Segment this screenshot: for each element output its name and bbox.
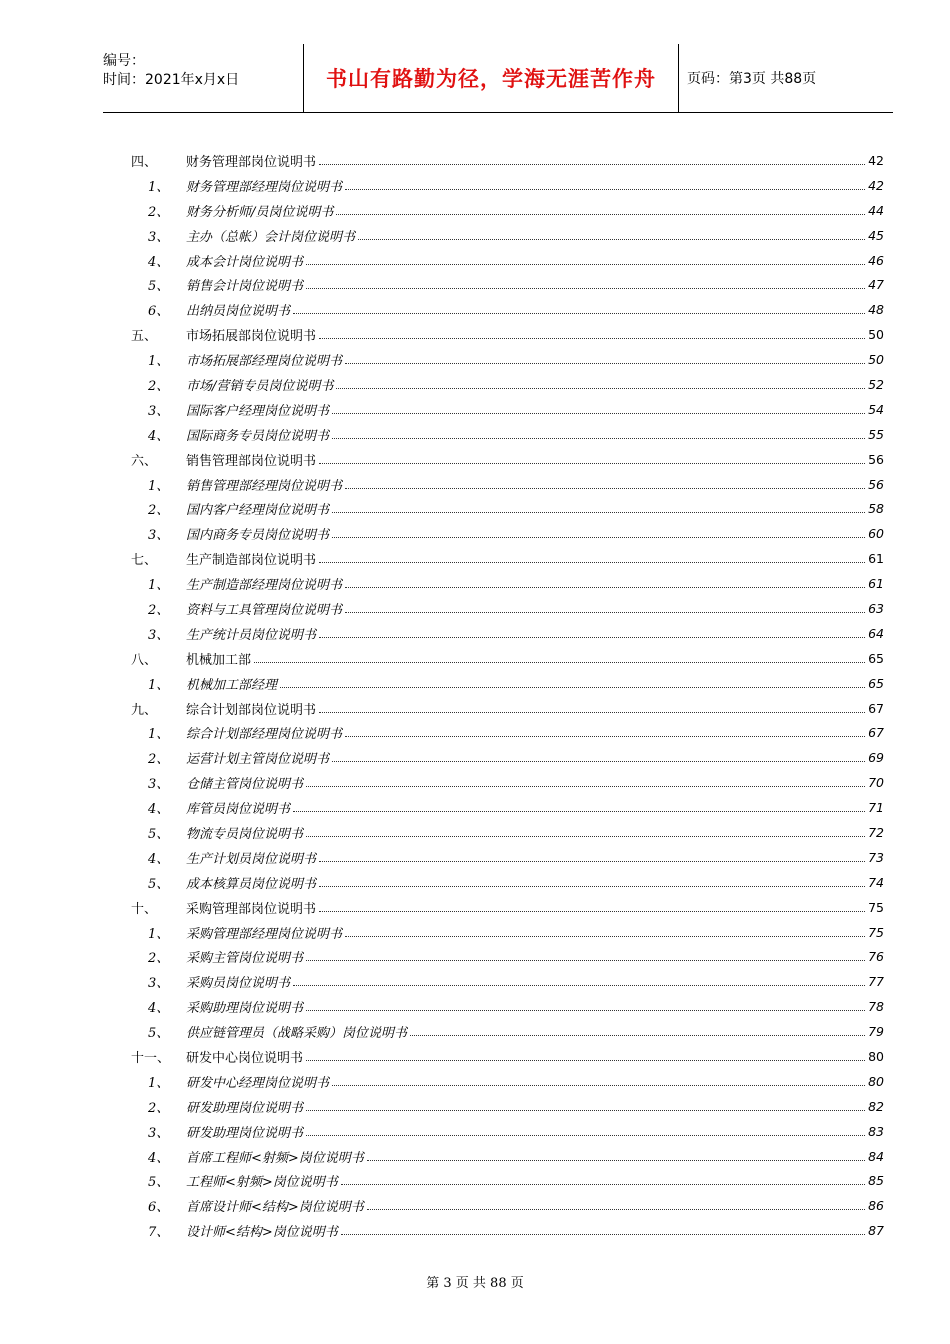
toc-leader-dots xyxy=(306,828,865,837)
toc-leader-dots xyxy=(280,679,865,688)
toc-entry-body xyxy=(186,947,884,966)
toc-entry-body xyxy=(186,151,884,170)
toc-leader-dots xyxy=(332,529,865,538)
toc-entry-number: 4、 xyxy=(148,254,170,270)
toc-entry[interactable] xyxy=(131,297,884,322)
toc-entry[interactable] xyxy=(131,447,884,472)
toc-entry-number: 3、 xyxy=(148,976,170,992)
toc-entry[interactable] xyxy=(131,870,884,895)
toc-leader-dots xyxy=(306,280,865,289)
number-label: 编号： xyxy=(103,53,145,69)
toc-entry-title: 市场/营销专员岗位说明书 xyxy=(186,378,334,394)
toc-entry[interactable] xyxy=(131,720,884,745)
toc-leader-dots xyxy=(345,480,865,489)
toc-entry-page: 61 xyxy=(868,551,884,567)
toc-entry[interactable] xyxy=(131,745,884,770)
toc-leader-dots xyxy=(319,878,865,887)
toc-entry-title: 财务分析师/员岗位说明书 xyxy=(186,204,334,220)
toc-entry-page: 79 xyxy=(868,1024,884,1040)
toc-entry-number: 2、 xyxy=(148,204,170,220)
toc-entry-number: 3、 xyxy=(148,528,170,544)
toc-leader-dots xyxy=(332,504,865,513)
toc-leader-dots xyxy=(306,778,865,787)
time-line: 时间：2021年x月x日 xyxy=(103,72,240,88)
header-motto: 书山有路勤为径，学海无涯苦作舟 xyxy=(303,44,679,112)
toc-entry-title: 供应链管理员（战略采购）岗位说明书 xyxy=(186,1026,408,1042)
toc-entry-body xyxy=(186,350,884,369)
toc-entry[interactable] xyxy=(131,621,884,646)
toc-entry-page: 56 xyxy=(868,451,884,467)
toc-leader-dots xyxy=(358,231,865,240)
toc-entry-body xyxy=(186,649,884,668)
toc-entry-page: 56 xyxy=(868,476,884,492)
toc-entry-body xyxy=(186,723,884,742)
toc-entry[interactable] xyxy=(131,1144,884,1169)
toc-entry[interactable] xyxy=(131,372,884,397)
toc-entry-number: 2、 xyxy=(148,503,170,519)
toc-entry-page: 80 xyxy=(868,1073,884,1089)
toc-entry-body xyxy=(186,748,884,767)
toc-leader-dots xyxy=(319,455,865,464)
toc-leader-dots xyxy=(293,803,865,812)
toc-entry-page: 82 xyxy=(868,1098,884,1114)
toc-entry-number: 6、 xyxy=(148,1200,170,1216)
toc-entry-title: 库管员岗位说明书 xyxy=(186,802,291,818)
toc-entry-number: 4、 xyxy=(148,851,170,867)
toc-entry-page: 80 xyxy=(868,1049,884,1064)
toc-entry-title: 物流专员岗位说明书 xyxy=(186,826,304,842)
toc-entry-body xyxy=(186,226,884,245)
toc-entry-page: 69 xyxy=(868,750,884,766)
toc-entry-page: 77 xyxy=(868,974,884,990)
toc-entry[interactable] xyxy=(131,496,884,521)
toc-entry-page: 58 xyxy=(868,501,884,517)
toc-entry-page: 42 xyxy=(868,152,884,168)
toc-entry-body xyxy=(186,898,884,917)
toc-leader-dots xyxy=(345,579,865,588)
header-page-info: 页码：第3页 共88页 xyxy=(687,71,817,87)
toc-leader-dots xyxy=(319,903,865,912)
toc-entry-page: 75 xyxy=(868,899,884,915)
toc-entry-body xyxy=(186,848,884,867)
toc-entry-number: 5、 xyxy=(148,876,170,892)
toc-entry-body xyxy=(186,275,884,294)
toc-entry-body xyxy=(186,1171,884,1190)
toc-entry-body xyxy=(186,699,884,718)
toc-entry-body xyxy=(186,176,884,195)
toc-entry-number: 1、 xyxy=(148,677,170,693)
toc-entry[interactable] xyxy=(131,1193,884,1218)
toc-entry[interactable] xyxy=(131,1019,884,1044)
toc-entry-number: 2、 xyxy=(148,752,170,768)
toc-entry-page: 54 xyxy=(868,401,884,417)
toc-entry-body xyxy=(186,674,884,693)
toc-leader-dots xyxy=(332,405,865,414)
toc-entry-page: 45 xyxy=(868,227,884,243)
toc-entry-title: 仓储主管岗位说明书 xyxy=(186,777,304,793)
toc-entry-title: 综合计划部岗位说明书 xyxy=(186,702,317,718)
toc-entry-number: 1、 xyxy=(148,727,170,743)
toc-entry-title: 资料与工具管理岗位说明书 xyxy=(186,602,343,618)
toc-leader-dots xyxy=(319,330,865,339)
toc-entry-page: 67 xyxy=(868,700,884,716)
toc-entry-number: 八、 xyxy=(131,652,158,668)
toc-leader-dots xyxy=(345,604,865,613)
toc-entry-body xyxy=(186,524,884,543)
toc-entry-title: 采购员岗位说明书 xyxy=(186,976,291,992)
toc-entry-title: 成本会计岗位说明书 xyxy=(186,254,304,270)
toc-entry[interactable] xyxy=(131,223,884,248)
page-header xyxy=(103,44,893,113)
toc-entry[interactable] xyxy=(131,596,884,621)
toc-entry-number: 六、 xyxy=(131,453,158,469)
toc-entry-body xyxy=(186,475,884,494)
toc-leader-dots xyxy=(410,1027,865,1036)
toc-leader-dots xyxy=(345,355,865,364)
toc-entry-number: 2、 xyxy=(148,951,170,967)
toc-entry[interactable] xyxy=(131,173,884,198)
toc-entry-title: 机械加工部 xyxy=(186,652,252,668)
toc-entry[interactable] xyxy=(131,1169,884,1194)
toc-leader-dots xyxy=(332,430,865,439)
toc-entry-number: 2、 xyxy=(148,378,170,394)
table-of-contents xyxy=(131,148,884,1243)
toc-entry[interactable] xyxy=(131,1119,884,1144)
toc-entry-page: 75 xyxy=(868,924,884,940)
toc-leader-dots xyxy=(319,554,865,563)
toc-entry-title: 设计师<结构>岗位说明书 xyxy=(186,1225,338,1241)
toc-entry-body xyxy=(186,300,884,319)
toc-entry-title: 综合计划部经理岗位说明书 xyxy=(186,727,343,743)
toc-entry-page: 48 xyxy=(868,302,884,318)
toc-entry-title: 采购管理部岗位说明书 xyxy=(186,901,317,917)
toc-entry[interactable] xyxy=(131,1218,884,1243)
toc-entry-page: 46 xyxy=(868,252,884,268)
toc-entry[interactable] xyxy=(131,521,884,546)
toc-entry-number: 3、 xyxy=(148,1125,170,1141)
toc-entry[interactable] xyxy=(131,347,884,372)
toc-entry-page: 64 xyxy=(868,625,884,641)
toc-leader-dots xyxy=(367,1152,865,1161)
toc-entry-body xyxy=(186,624,884,643)
toc-entry-body xyxy=(186,201,884,220)
toc-entry-title: 市场拓展部经理岗位说明书 xyxy=(186,354,343,370)
toc-entry-title: 研发中心岗位说明书 xyxy=(186,1051,304,1066)
toc-entry-number: 3、 xyxy=(148,627,170,643)
toc-entry-number: 1、 xyxy=(148,478,170,494)
toc-entry-number: 七、 xyxy=(131,553,158,569)
toc-entry[interactable] xyxy=(131,945,884,970)
toc-entry-page: 83 xyxy=(868,1123,884,1139)
toc-entry-number: 五、 xyxy=(131,329,158,345)
toc-entry[interactable] xyxy=(131,969,884,994)
toc-entry-body xyxy=(186,923,884,942)
toc-entry[interactable] xyxy=(131,671,884,696)
toc-leader-dots xyxy=(306,1102,865,1111)
toc-entry[interactable] xyxy=(131,198,884,223)
toc-entry-title: 销售管理部岗位说明书 xyxy=(186,453,317,469)
toc-entry[interactable] xyxy=(131,322,884,347)
toc-entry-page: 44 xyxy=(868,202,884,218)
toc-entry-number: 四、 xyxy=(131,154,158,170)
toc-entry[interactable] xyxy=(131,1044,884,1069)
toc-leader-dots xyxy=(254,654,865,663)
toc-entry-number: 3、 xyxy=(148,777,170,793)
toc-entry-title: 财务管理部经理岗位说明书 xyxy=(186,179,343,195)
toc-entry-title: 首席工程师<射频>岗位说明书 xyxy=(186,1150,364,1166)
toc-entry-title: 工程师<射频>岗位说明书 xyxy=(186,1175,338,1191)
toc-entry-page: 71 xyxy=(868,800,884,816)
toc-entry-title: 研发助理岗位说明书 xyxy=(186,1100,304,1116)
toc-entry-body xyxy=(186,599,884,618)
toc-entry-page: 65 xyxy=(868,650,884,666)
toc-entry-body xyxy=(186,798,884,817)
toc-entry-page: 85 xyxy=(868,1173,884,1189)
toc-entry[interactable] xyxy=(131,148,884,173)
toc-entry[interactable] xyxy=(131,646,884,671)
toc-entry-page: 74 xyxy=(868,874,884,890)
toc-entry-page: 50 xyxy=(868,327,884,343)
toc-entry-body xyxy=(186,873,884,892)
toc-leader-dots xyxy=(306,1127,865,1136)
toc-entry-body xyxy=(186,1097,884,1116)
toc-entry-title: 机械加工部经理 xyxy=(186,677,278,693)
toc-entry-title: 国内商务专员岗位说明书 xyxy=(186,528,330,544)
toc-entry-title: 首席设计师<结构>岗位说明书 xyxy=(186,1200,364,1216)
toc-entry-title: 生产制造部岗位说明书 xyxy=(186,553,317,569)
toc-entry-title: 采购主管岗位说明书 xyxy=(186,951,304,967)
toc-entry-number: 4、 xyxy=(148,1001,170,1017)
toc-entry[interactable] xyxy=(131,845,884,870)
toc-entry-page: 72 xyxy=(868,824,884,840)
toc-entry[interactable] xyxy=(131,920,884,945)
header-left xyxy=(103,44,303,120)
toc-entry-page: 86 xyxy=(868,1198,884,1214)
toc-leader-dots xyxy=(306,256,865,265)
toc-entry-title: 出纳员岗位说明书 xyxy=(186,304,291,320)
toc-entry-page: 84 xyxy=(868,1148,884,1164)
toc-entry-body xyxy=(186,251,884,270)
toc-entry[interactable] xyxy=(131,770,884,795)
toc-entry[interactable] xyxy=(131,820,884,845)
toc-entry-body xyxy=(186,773,884,792)
toc-entry-page: 55 xyxy=(868,426,884,442)
toc-leader-dots xyxy=(293,977,865,986)
toc-entry-page: 61 xyxy=(868,576,884,592)
toc-entry-body xyxy=(186,375,884,394)
toc-entry-title: 财务管理部岗位说明书 xyxy=(186,154,317,170)
toc-entry-number: 1、 xyxy=(148,179,170,195)
toc-leader-dots xyxy=(306,1052,865,1061)
toc-leader-dots xyxy=(319,704,865,713)
toc-entry-body xyxy=(186,549,884,568)
toc-entry-number: 1、 xyxy=(148,1075,170,1091)
toc-entry[interactable] xyxy=(131,994,884,1019)
toc-entry-number: 九、 xyxy=(131,702,158,718)
toc-entry-number: 2、 xyxy=(148,1100,170,1116)
toc-entry-title: 研发中心经理岗位说明书 xyxy=(186,1075,330,1091)
toc-entry-title: 销售会计岗位说明书 xyxy=(186,279,304,295)
toc-leader-dots xyxy=(306,1002,865,1011)
toc-entry-body xyxy=(186,499,884,518)
toc-leader-dots xyxy=(336,206,865,215)
toc-entry-body xyxy=(186,1122,884,1141)
toc-entry[interactable] xyxy=(131,1094,884,1119)
toc-entry-number: 5、 xyxy=(148,1175,170,1191)
toc-entry-page: 52 xyxy=(868,376,884,392)
toc-entry-title: 研发助理岗位说明书 xyxy=(186,1125,304,1141)
toc-leader-dots xyxy=(345,928,865,937)
toc-entry-number: 5、 xyxy=(148,1026,170,1042)
toc-entry-title: 生产统计员岗位说明书 xyxy=(186,627,317,643)
toc-entry-title: 生产计划员岗位说明书 xyxy=(186,851,317,867)
toc-leader-dots xyxy=(332,1077,865,1086)
toc-entry-body xyxy=(186,1196,884,1215)
toc-entry-title: 主办（总帐）会计岗位说明书 xyxy=(186,229,356,245)
toc-entry[interactable] xyxy=(131,272,884,297)
toc-leader-dots xyxy=(332,753,865,762)
toc-entry-body xyxy=(186,574,884,593)
toc-entry[interactable] xyxy=(131,397,884,422)
toc-leader-dots xyxy=(293,305,865,314)
toc-entry-body xyxy=(186,1022,884,1041)
toc-entry[interactable] xyxy=(131,571,884,596)
toc-entry-body xyxy=(186,1072,884,1091)
toc-entry-page: 78 xyxy=(868,999,884,1015)
toc-entry-number: 7、 xyxy=(148,1225,170,1241)
toc-entry-page: 47 xyxy=(868,277,884,293)
toc-leader-dots xyxy=(341,1226,865,1235)
toc-entry-page: 63 xyxy=(868,600,884,616)
toc-entry-number: 十、 xyxy=(131,901,158,917)
toc-leader-dots xyxy=(319,629,865,638)
toc-entry-title: 生产制造部经理岗位说明书 xyxy=(186,578,343,594)
toc-entry-title: 运营计划主管岗位说明书 xyxy=(186,752,330,768)
toc-entry[interactable] xyxy=(131,422,884,447)
toc-entry-page: 70 xyxy=(868,775,884,791)
toc-entry-number: 6、 xyxy=(148,304,170,320)
toc-entry-body xyxy=(186,400,884,419)
toc-entry-page: 73 xyxy=(868,849,884,865)
toc-entry[interactable] xyxy=(131,895,884,920)
toc-entry-body xyxy=(186,972,884,991)
toc-entry-body xyxy=(186,823,884,842)
toc-entry-number: 5、 xyxy=(148,279,170,295)
toc-leader-dots xyxy=(345,181,865,190)
toc-entry-title: 国际客户经理岗位说明书 xyxy=(186,403,330,419)
toc-entry-number: 5、 xyxy=(148,826,170,842)
toc-leader-dots xyxy=(341,1176,865,1185)
toc-entry-number: 1、 xyxy=(148,578,170,594)
toc-entry-body xyxy=(186,1147,884,1166)
toc-leader-dots xyxy=(345,728,865,737)
toc-entry-number: 3、 xyxy=(148,403,170,419)
toc-entry-number: 4、 xyxy=(148,1150,170,1166)
toc-entry-body xyxy=(186,325,884,344)
toc-entry-page: 65 xyxy=(868,675,884,691)
toc-entry[interactable] xyxy=(131,795,884,820)
toc-entry[interactable] xyxy=(131,546,884,571)
toc-entry-body xyxy=(186,1047,884,1066)
toc-entry-title: 国内客户经理岗位说明书 xyxy=(186,503,330,519)
toc-entry-title: 采购助理岗位说明书 xyxy=(186,1001,304,1017)
toc-leader-dots xyxy=(319,853,865,862)
toc-entry-body xyxy=(186,450,884,469)
toc-entry-title: 市场拓展部岗位说明书 xyxy=(186,329,317,345)
toc-entry-number: 十一、 xyxy=(131,1051,171,1066)
toc-entry[interactable] xyxy=(131,696,884,721)
toc-entry-page: 60 xyxy=(868,526,884,542)
toc-entry-page: 76 xyxy=(868,949,884,965)
toc-entry[interactable] xyxy=(131,248,884,273)
toc-entry-title: 国际商务专员岗位说明书 xyxy=(186,428,330,444)
toc-entry-number: 4、 xyxy=(148,428,170,444)
toc-entry-body xyxy=(186,425,884,444)
toc-entry[interactable] xyxy=(131,1069,884,1094)
toc-entry-page: 87 xyxy=(868,1223,884,1239)
toc-leader-dots xyxy=(367,1201,865,1210)
toc-entry-page: 42 xyxy=(868,177,884,193)
toc-leader-dots xyxy=(319,156,865,165)
toc-entry-number: 3、 xyxy=(148,229,170,245)
toc-entry-title: 采购管理部经理岗位说明书 xyxy=(186,926,343,942)
toc-entry-number: 1、 xyxy=(148,926,170,942)
toc-entry-page: 67 xyxy=(868,725,884,741)
page-footer: 第 3 页 共 88 页 xyxy=(426,1276,524,1291)
toc-entry-number: 4、 xyxy=(148,802,170,818)
toc-entry-number: 2、 xyxy=(148,602,170,618)
toc-leader-dots xyxy=(336,380,865,389)
toc-entry-number: 1、 xyxy=(148,354,170,370)
toc-entry-body xyxy=(186,1221,884,1240)
toc-entry-title: 销售管理部经理岗位说明书 xyxy=(186,478,343,494)
toc-leader-dots xyxy=(306,952,865,961)
toc-entry-body xyxy=(186,997,884,1016)
toc-entry-page: 50 xyxy=(868,352,884,368)
toc-entry[interactable] xyxy=(131,472,884,497)
toc-entry-title: 成本核算员岗位说明书 xyxy=(186,876,317,892)
